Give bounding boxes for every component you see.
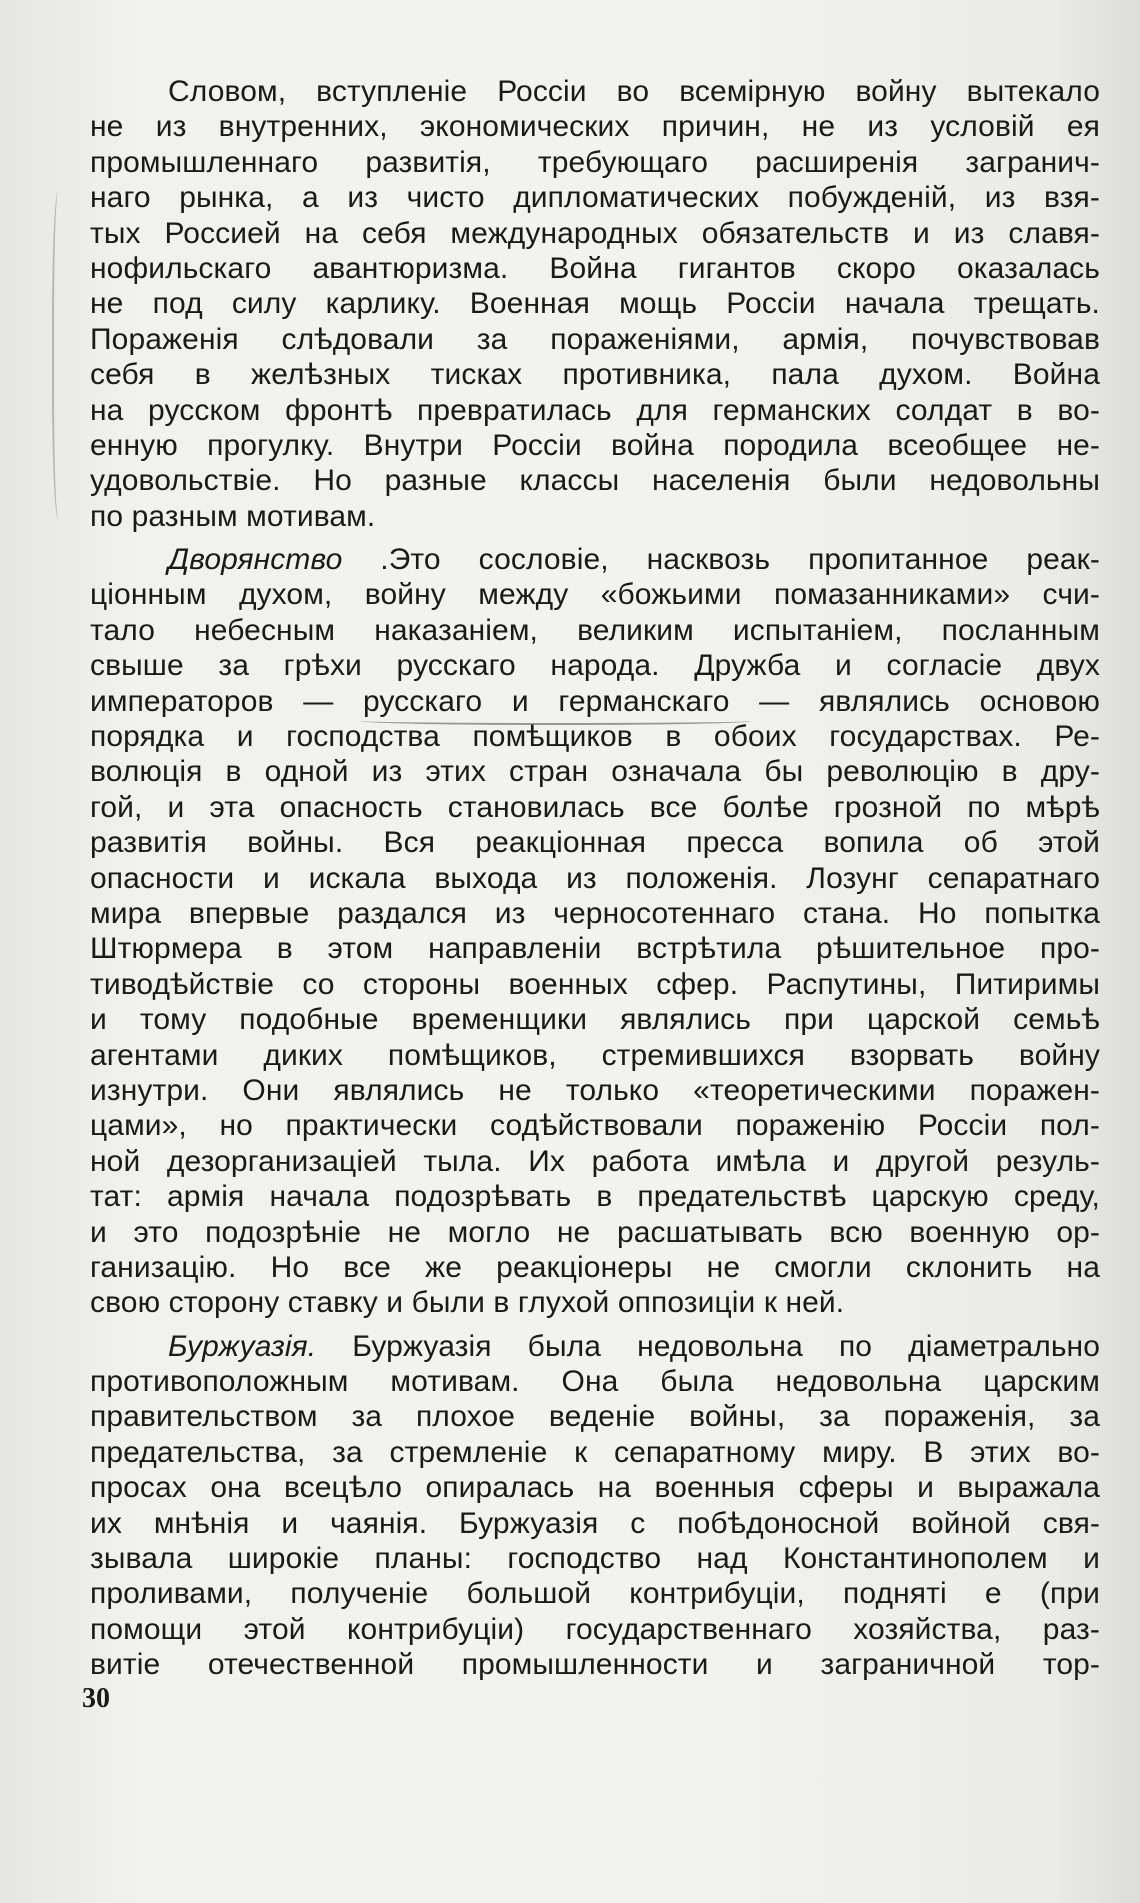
text-fragment: .Это сословіе, насквозь пропитанное реак- bbox=[342, 543, 1100, 577]
text-line: и тому подобные временщики являлись при царской семьѣ bbox=[90, 1003, 1100, 1037]
text-line: Пораженія слѣдовали за пораженіями, армія, почувствовав bbox=[90, 322, 1100, 356]
text-line bbox=[90, 542, 1100, 577]
text-line: волюція в одной из этих стран означала бы революцію в дру- bbox=[90, 755, 1100, 789]
text-line: развитія войны. Вся реакціонная пресса вопила об этой bbox=[90, 826, 1100, 860]
paragraph bbox=[90, 1329, 1100, 1683]
text-line: свою сторону ставку и были в глухой оппозиціи к ней. bbox=[90, 1286, 845, 1320]
text-line: ганизацію. Но все же реакціонеры не смогли склонить на bbox=[90, 1250, 1100, 1284]
text-line: нофильскаго авантюризма. Война гигантов скоро оказалась bbox=[90, 251, 1100, 285]
text-line: наго рынка, а из чисто дипломатических побужденій, из взя- bbox=[90, 181, 1100, 215]
text-line: не под силу карлику. Военная мощь Россіи начала трещать. bbox=[90, 287, 1100, 321]
text-line: их мнѣнія и чаянія. Буржуазія с побѣдоносной войной свя- bbox=[90, 1506, 1100, 1540]
text-line: помощи этой контрибуціи) государственнаго хозяйства, раз- bbox=[90, 1612, 1100, 1646]
paragraph-term: Дворянство bbox=[168, 543, 343, 577]
text-line: тиводѣйствіе со стороны военных сфер. Распутины, Питиримы bbox=[90, 967, 1100, 1001]
paragraph-term: Буржуазія. bbox=[168, 1329, 317, 1363]
text-line: тало небесным наказаніем, великим испытаніем, посланным bbox=[90, 613, 1100, 647]
text-line bbox=[90, 1329, 1100, 1364]
text-line: Словом, вступленіе Россіи во всемірную войну вытекало bbox=[168, 75, 1100, 108]
text-line: и это подозрѣніе не могло не расшатывать всю военную ор- bbox=[90, 1215, 1100, 1249]
text-line: ной дезорганизаціей тыла. Их работа имѣла и другой резуль- bbox=[90, 1144, 1100, 1178]
paragraph bbox=[90, 74, 1100, 534]
text-line: енную прогулку. Внутри Россіи война породила всеобщее не- bbox=[90, 428, 1100, 462]
text-line: проливами, полученіе большой контрибуціи, подняті е (при bbox=[90, 1577, 1100, 1611]
text-line: императоров — русскаго и германскаго — являлись основою bbox=[90, 684, 1100, 718]
text-line: тых Россией на себя международных обязательств и из славя- bbox=[90, 216, 1100, 250]
text-line: изнутри. Они являлись не только «теоретическими поражен- bbox=[90, 1073, 1100, 1107]
text-line: удовольствіе. Но разные классы населенія были недовольны bbox=[90, 464, 1100, 498]
text-line: не из внутренних, экономических причин, не из условій ея bbox=[90, 110, 1100, 144]
text-line: противоположным мотивам. Она была недовольна царским bbox=[90, 1365, 1100, 1399]
text-line: по разным мотивам. bbox=[90, 499, 376, 533]
paragraph bbox=[90, 542, 1100, 1321]
text-line: на русском фронтѣ превратилась для германских солдат в во- bbox=[90, 393, 1100, 427]
text-line: Штюрмера в этом направленіи встрѣтила рѣшительное про- bbox=[90, 932, 1100, 966]
text-fragment: Буржуазія была недовольна по діаметрально bbox=[316, 1329, 1100, 1363]
text-line: предательства, за стремленіе к сепаратному миру. В этих во- bbox=[90, 1435, 1100, 1469]
text-line: витіе отечественной промышленности и заграничной тор- bbox=[90, 1648, 1100, 1682]
text-line: себя в желѣзных тисках противника, пала духом. Война bbox=[90, 358, 1100, 392]
text-line: свыше за грѣхи русскаго народа. Дружба и согласіе двух bbox=[90, 649, 1100, 683]
pencil-margin-mark bbox=[52, 190, 68, 520]
text-line: промышленнаго развитія, требующаго расширенія загранич- bbox=[90, 145, 1100, 179]
text-line: зывала широкіе планы: господство над Константинополем и bbox=[90, 1542, 1100, 1576]
text-line: опасности и искала выхода из положенія. Лозунг сепаратнаго bbox=[90, 861, 1100, 895]
page-text bbox=[90, 74, 1100, 1683]
text-line: ціонным духом, войну между «божьими помазанниками» счи- bbox=[90, 578, 1100, 612]
text-line: просах она всецѣло опиралась на военныя сферы и выражала bbox=[90, 1471, 1100, 1505]
text-line: гой, и эта опасность становилась все болѣе грозной по мѣрѣ bbox=[90, 790, 1100, 824]
page-number: 30 bbox=[82, 1683, 110, 1714]
text-line: правительством за плохое веденіе войны, за пораженія, за bbox=[90, 1400, 1100, 1434]
text-line: цами», но практически содѣйствовали пораженію Россіи пол- bbox=[90, 1109, 1100, 1143]
text-line: порядка и господства помѣщиков в обоих государствах. Ре- bbox=[90, 720, 1100, 754]
text-line: мира впервые раздался из черносотеннаго стана. Но попытка bbox=[90, 896, 1100, 930]
text-line: агентами диких помѣщиков, стремившихся взорвать войну bbox=[90, 1038, 1100, 1072]
text-line: тат: армія начала подозрѣвать в предательствѣ царскую среду, bbox=[90, 1180, 1100, 1214]
